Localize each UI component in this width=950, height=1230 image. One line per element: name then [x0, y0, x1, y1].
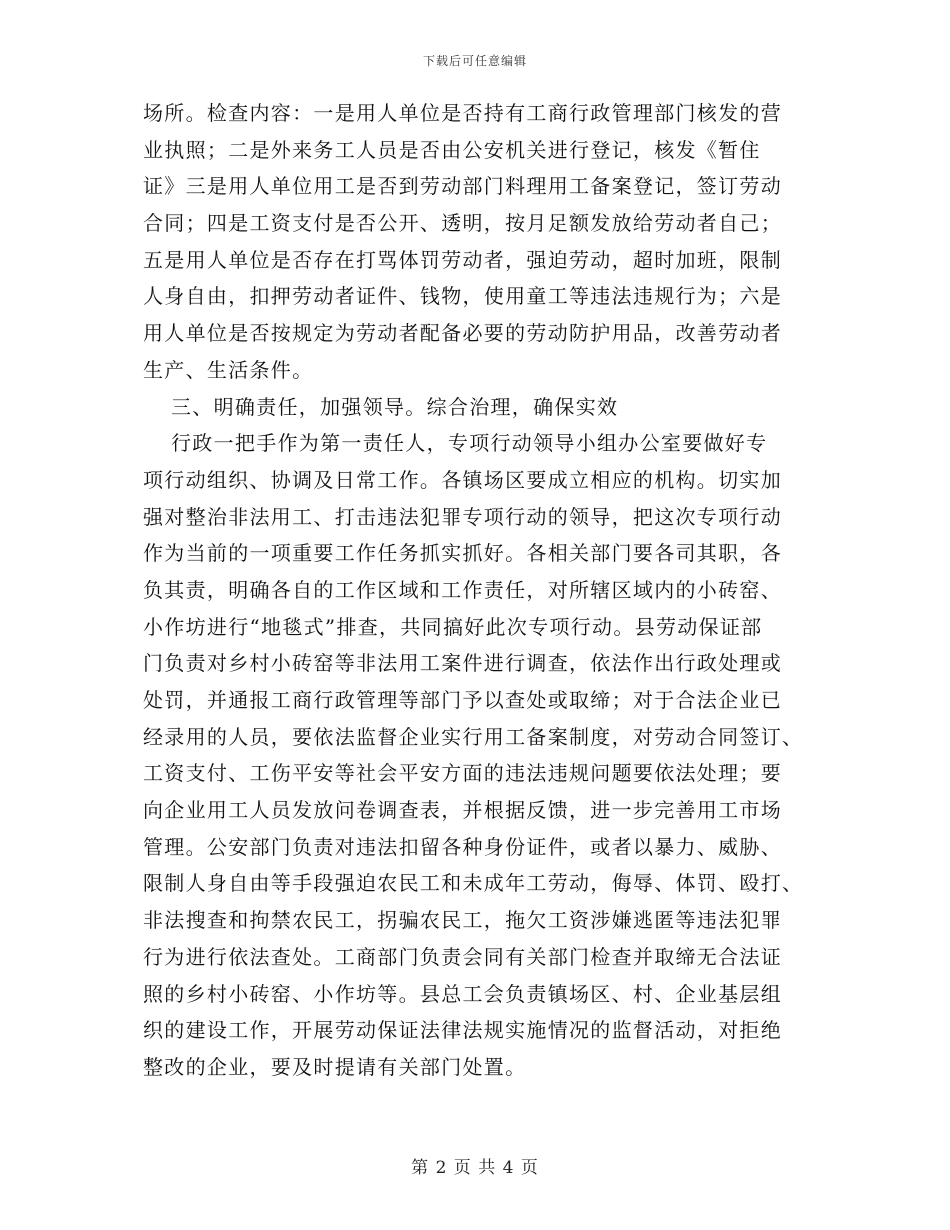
- body-line: 强对整治非法用工、打击违法犯罪专项行动的领导，把这次专项行动: [143, 504, 782, 529]
- body-line: 小作坊进行“地毯式”排查，共同搞好此次专项行动。县劳动保证部: [143, 614, 763, 639]
- body-line: 非法搜查和拘禁农民工，拐骗农民工，拖欠工资涉嫌逃匿等违法犯罪: [143, 908, 782, 933]
- body-line: 五是用人单位是否存在打骂体罚劳动者，强迫劳动，超时加班，限制: [143, 247, 782, 272]
- body-line: 处罚，并通报工商行政管理等部门予以查处或取缔；对于合法企业已: [143, 688, 782, 712]
- page-number: 第 2 页 共 4 页: [411, 1158, 539, 1178]
- body-line: 业执照；二是外来务工人员是否由公安机关进行登记，核发《暂住: [143, 137, 761, 162]
- body-line: 整改的企业，要及时提请有关部门处置。: [143, 1054, 527, 1079]
- body-line: 证》三是用人单位用工是否到劳动部门料理用工备案登记，签订劳动: [143, 174, 782, 199]
- body-line: 人身自由，扣押劳动者证件、钱物，使用童工等违法违规行为；六是: [143, 284, 782, 309]
- body-line: 照的乡村小砖窑、小作坊等。县总工会负责镇场区、村、企业基层组: [143, 981, 782, 1006]
- body-line: 作为当前的一项重要工作任务抓实抓好。各相关部门要各司其职，各: [143, 541, 782, 566]
- body-line: 负其责，明确各自的工作区域和工作责任，对所辖区域内的小砖窑、: [143, 577, 782, 602]
- body-line: 项行动组织、协调及日常工作。各镇场区要成立相应的机构。切实加: [143, 467, 782, 492]
- body-line: 合同；四是工资支付是否公开、透明，按月足额发放给劳动者自己；: [143, 211, 782, 236]
- body-line: 用人单位是否按规定为劳动者配备必要的劳动防护用品，改善劳动者: [143, 321, 782, 346]
- body-line: 织的建设工作，开展劳动保证法律法规实施情况的监督活动，对拒绝: [143, 1018, 782, 1043]
- page-header: 下载后可任意编辑: [422, 54, 527, 68]
- body-line: 限制人身自由等手段强迫农民工和未成年工劳动，侮辱、体罚、殴打、: [143, 871, 804, 896]
- body-line: 管理。公安部门负责对违法扣留各种身份证件，或者以暴力、威胁、: [143, 834, 782, 859]
- body-line: 向企业用工人员发放问卷调查表，并根据反馈，进一步完善用工市场: [143, 798, 782, 823]
- body-line: 工资支付、工伤平安等社会平安方面的违法违规问题要依法处理；要: [143, 761, 782, 786]
- section-heading: 三、明确责任，加强领导。综合治理，确保实效: [171, 394, 619, 419]
- body-line: 行为进行依法查处。工商部门负责会同有关部门检查并取缔无合法证: [143, 944, 782, 969]
- body-line: 行政一把手作为第一责任人，专项行动领导小组办公室要做好专: [171, 431, 768, 456]
- body-line: 经录用的人员，要依法监督企业实行用工备案制度，对劳动合同签订、: [143, 724, 804, 749]
- body-line: 生产、生活条件。: [143, 357, 314, 382]
- body-line: 门负责对乡村小砖窑等非法用工案件进行调查，依法作出行政处理或: [143, 651, 782, 676]
- body-line: 场所。检查内容：一是用人单位是否持有工商行政管理部门核发的营: [143, 101, 782, 125]
- document-body: [143, 95, 811, 1086]
